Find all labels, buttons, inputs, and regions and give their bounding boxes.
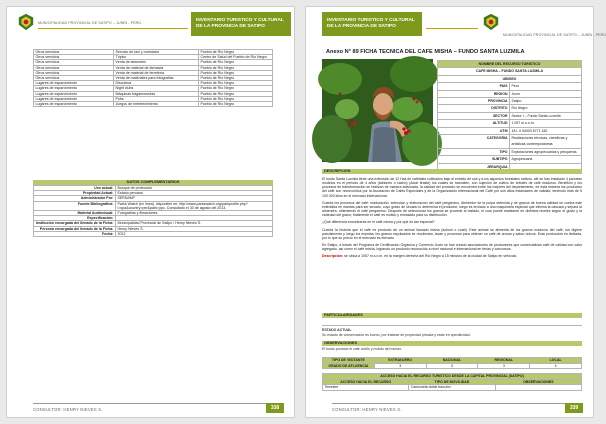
table-row (34, 102, 273, 107)
footer-consultant: CONSULTOR: HENRY NIEVES S. (332, 407, 402, 412)
table-cell: Otros servicios (34, 76, 114, 81)
field-value: Municipalidad Provincial de Satipo / Henry Nieves S. (116, 221, 273, 226)
table-cell: Pueblo de Río Negro (199, 50, 273, 55)
state-text: Su estado de conservación es bueno, por tratarse de propiedad privada y estar en operatividad. (322, 333, 471, 337)
table-row (438, 98, 582, 105)
header-title-box: INVENTARIO TURISTICO Y CULTURAL DE LA PROVINCIA DE SATIPO (322, 12, 422, 36)
table-cell: Lugares de esparcimiento (34, 86, 114, 91)
description-paragraph: ¿Qué diferencia encontrarás en el café misha y por qué es tan especial? (322, 220, 435, 225)
table-header-cell: REGIONAL (478, 358, 530, 364)
table-cell: Otros servicios (34, 70, 114, 75)
table-cell: Lugares de esparcimiento (34, 81, 114, 86)
header-title-box: INVENTARIO TURISTICO Y CULTURAL DE LA PROVINCIA DE SATIPO (191, 12, 291, 36)
table-row (438, 156, 582, 163)
table-cell: Venta de abarrotes (114, 60, 199, 65)
description-paragraph: El fundo Santa Luzmila tiene una extensión de 12 Has de cafetales cultivados bajo el estricto de sus y a los aspectos forestales nativos, allí se han instalado 4 parcelas modelos en el periodo de 4 años (tablones o cacho) (Alzar tiraste) los cuales se trasmiten, con sujeción de cultivo de árboles de café maduros. Beneficio y los procesos de transformación se realizan de manera adecuada, la calidad del producto se encuentra entre los mejores del departamento, de esta manera los productos del café son reconocidos por la Asociación de Cafés Especiales y de la Organización Internacional del Café por sus altos estándares de calidad, teniendo más de 5 100 000 kilos en el mercado internacional. (322, 177, 582, 198)
coffee-picker-photo (322, 59, 433, 162)
field-label: Uso actual: (34, 186, 116, 191)
table-cell: GRADO DE AFLUENCIA (323, 363, 375, 369)
description-paragraph: Descripción: se ubica a 1057 m.s.n.m. en la margen derecha del Río Negro a 15 minutos de la ciudad de Satipo en vehículo. (322, 254, 518, 259)
field-label: PROVINCIA (438, 98, 510, 105)
field-label: Especificación: (34, 216, 116, 221)
municipality-logo-icon (17, 13, 35, 31)
table-cell: Servicio de taxi y mototaxis (114, 50, 199, 55)
table-header-cell: TIPO DE MOVILIDAD (409, 379, 495, 385)
field-label: SECTOR (438, 112, 510, 119)
table-cell: Lugares de esparcimiento (34, 96, 114, 101)
table-cell: Pueblo de Río Negro (199, 60, 273, 65)
observations-text: El fundo produce el café criollo y molido del mundo. (322, 347, 403, 351)
footer-line (332, 403, 572, 404)
table-row (323, 385, 582, 391)
table-cell: Lugares de esparcimiento (34, 91, 114, 96)
table-row (438, 148, 582, 155)
field-value: Henry Nieves S. (116, 226, 273, 231)
table-header-cell: OBSERVACIONES (495, 379, 581, 385)
municipality-name: MUNICIPALIDAD PROVINCIAL DE SATIPO – JUNÍN - PERÚ (503, 33, 606, 37)
table-cell (495, 385, 581, 391)
field-label: JERARQUIA (438, 163, 510, 170)
field-value: Estado peruano (116, 191, 273, 196)
field-label: Propiedad Actual: (34, 191, 116, 196)
field-label: Institución encargada del llenado de la Ficha: (34, 221, 116, 226)
table-cell: Centro de Salud del Pueblo de Río Negro (199, 55, 273, 60)
table-cell: 3 (374, 363, 426, 369)
left-page (6, 6, 295, 418)
description-paragraph: Cuenta los procesos del café: maduración, selección y elaboración del café pergamino. Alrededor de la pulpa obtenida y de granos de buena calidad se vuelca este extendida en mantas para ser secado, cuyo grado de secado lo determina el productor, luego es enviado a una maquinaria especial que elimina la cáscara y separa la almendra, obteniendo el café pergamino. Después de seleccionar los granos se procede al tostado, el cual puede realizarse en distintos niveles según el gusto y la variedad del grano; finalmente el café es molido y envasado para su distribución. (322, 200, 582, 218)
table-cell: Venta de material de ferretería (114, 70, 199, 75)
field-label: Fecha: (34, 231, 116, 236)
page-header (7, 7, 294, 41)
table-cell: Pueblo de Río Negro (199, 102, 273, 107)
table-cell: 4 (530, 363, 582, 369)
table-cell: Otros servicios (34, 65, 114, 70)
field-label: Persona encargada del llenado de la Ficha: (34, 226, 116, 231)
municipality-name: MUNICIPALIDAD PROVINCIAL DE SATIPO – JUNÍN - PERÚ (38, 21, 142, 25)
table-cell: Camioneta doble tracción (409, 385, 495, 391)
table-cell: Terrestre (323, 385, 409, 391)
table-cell: Discoteca (114, 81, 199, 86)
state-title: ESTADO ACTUAL (322, 328, 352, 332)
field-value: Junín (510, 90, 582, 97)
observations-title: OBSERVACIONES (322, 341, 582, 346)
table-row (438, 127, 582, 134)
table-cell: Pueblo de Río Negro (199, 70, 273, 75)
table-row (438, 68, 582, 75)
field-value: Satipo (510, 98, 582, 105)
complementary-data-table (33, 185, 273, 237)
description-title: DESCRIPCION (322, 169, 582, 174)
table-cell: Otros servicios (34, 55, 114, 60)
table-cell: Pueblo de Río Negro (199, 65, 273, 70)
municipality-logo-icon (482, 13, 500, 31)
table-cell: Pubs (114, 96, 199, 101)
footer-line (33, 403, 273, 404)
table-cell: Otros servicios (34, 60, 114, 65)
description-paragraph: Cuenta la historia que el café es producto de un animal llamado misha (achuni o coatí). Este animal se alimenta de los granos maduros del café, los digiere parcialmente y luego los expulsa; los granos expulsados se recolectan, lavan y procesan para obtener un café de aroma y sabor únicos. Esta producción es limitada, por lo que su precio en el mercado es elevado. (322, 227, 582, 240)
field-value: Fotografías y filmaciones (116, 211, 273, 216)
description-highlight: Descripción: (322, 254, 344, 259)
table-cell: Otros servicios (34, 50, 114, 55)
table-row (438, 120, 582, 127)
field-label: ALTITUD (438, 120, 510, 127)
field-value: SERNANP (116, 196, 273, 201)
field-label: TIPO (438, 148, 510, 155)
table-cell: Venta de material de farmacia (114, 65, 199, 70)
right-page (305, 6, 606, 418)
table-row (34, 231, 273, 236)
table-row (438, 90, 582, 97)
field-value: Realizaciones técnicas, científicas y artísticas contemporáneas (510, 135, 582, 149)
table-cell: Pueblo de Río Negro (199, 76, 273, 81)
header-line (426, 28, 478, 29)
field-value: 18 L 0 94903 8771 182 (510, 127, 582, 134)
field-value: Perú (510, 83, 582, 90)
visitor-grade-table (322, 357, 582, 369)
resource-info-table (437, 60, 582, 171)
table-row (438, 61, 582, 68)
description-text (322, 177, 582, 262)
field-label: Material Audiovisual: (34, 211, 116, 216)
access-table (322, 373, 582, 391)
table-cell: Pueblo de Río Negro (199, 81, 273, 86)
field-value: Río Negro (510, 105, 582, 112)
field-value: Parks Watch (en línea). disponible en: http://www.parkswatch.org/parkprofile.php?l=spa&country=per&park=ypc. Consultado el 30 de agosto del 2013. (116, 201, 273, 210)
table-header-cell: TIPO DE VISITANTE (323, 358, 375, 364)
table-cell: Pueblo de Río Negro (199, 96, 273, 101)
description-paragraph: En Satipo, a través del Programa de Certificación Orgánica y Comercio Justo se han creado asociaciones de productores que comercializan café de calidad con valor agregado, así como el café misha, logrando un producto reconocido a nivel nacional e internacional en ferias y concursos. (322, 243, 582, 252)
field-label: PAIS (438, 83, 510, 90)
page-number: 338 (266, 403, 284, 413)
field-label: DISTRITO (438, 105, 510, 112)
resource-name-header: NOMBRE DEL RECURSO TURISTICO (438, 61, 582, 68)
field-value: Sector I – Fundo Santa Luzmila (510, 112, 582, 119)
table-header-cell: LOCAL (530, 358, 582, 364)
field-value: 1 057 m.s.n.m. (510, 120, 582, 127)
complementary-data-title: DATOS COMPLEMENTARIOS (33, 180, 273, 185)
table-row (323, 363, 582, 369)
table-row (438, 83, 582, 90)
particularities-title: PARTICULARIDADES (322, 313, 582, 318)
field-label: SUBTIPO (438, 156, 510, 163)
particularities-line (322, 325, 582, 326)
page-footer (306, 397, 593, 417)
field-label: CATEGORIA (438, 135, 510, 149)
table-header-cell: EXTRANJERO (374, 358, 426, 364)
table-header-cell: ACCESO HACIA EL RECURSO (323, 379, 409, 385)
field-value: Agropecuaria (510, 156, 582, 163)
table-cell: Pueblo de Río Negro (199, 86, 273, 91)
table-cell: Night clubs (114, 86, 199, 91)
field-label: Fuente Bibliográfica: (34, 201, 116, 210)
table-cell: Tópico (114, 55, 199, 60)
table-row (323, 379, 582, 385)
field-label: UTM (438, 127, 510, 134)
field-label: Administrador Por: (34, 196, 116, 201)
ubigeo-label: UBIGEO (438, 75, 582, 82)
table-cell: 3 (478, 363, 530, 369)
table-row (438, 105, 582, 112)
table-row (438, 112, 582, 119)
table-cell: Lugares de esparcimiento (34, 102, 114, 107)
table-cell: Venta de materiales para fotografías (114, 76, 199, 81)
page-footer (7, 397, 294, 417)
access-title: ACCESO HACIA EL RECURSO TURISTICO DESDE LA CAPITAL PROVINCIAL (SATIPO) (323, 374, 582, 380)
page-header (306, 7, 606, 41)
table-cell: Juegos de entretenimiento (114, 102, 199, 107)
table-row (438, 135, 582, 149)
header-line (38, 28, 188, 29)
table-cell: 3 (426, 363, 478, 369)
services-table (33, 49, 273, 107)
field-value: 2012 (116, 231, 273, 236)
resource-name-value: CAFE MISHA – FUNDO SANTA LUZMILA (438, 68, 582, 75)
table-cell: Pueblo de Río Negro (199, 91, 273, 96)
page-number: 339 (565, 403, 583, 413)
table-header-cell: NACIONAL (426, 358, 478, 364)
table-row (438, 75, 582, 82)
field-label: REGION (438, 90, 510, 97)
field-value: Bosque de protección (116, 186, 273, 191)
table-cell: Máquinas tragamonedas (114, 91, 199, 96)
annex-title: Anexo N° 89 FICHA TECNICA DEL CAFE MISHA – FUNDO SANTA LUZMILA (326, 49, 525, 55)
field-value: Explotaciones agropecuarias y pesqueras (510, 148, 582, 155)
table-row (34, 201, 273, 210)
footer-consultant: CONSULTOR: HENRY NIEVES S. (33, 407, 103, 412)
